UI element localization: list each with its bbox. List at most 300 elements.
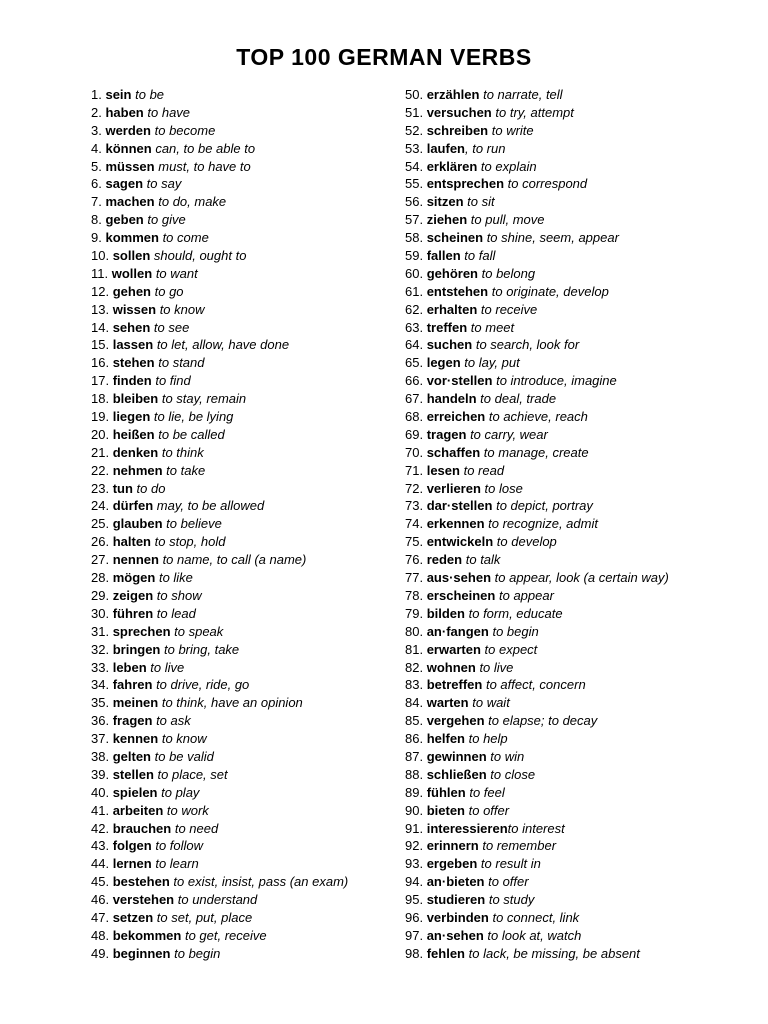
- english-translation: to manage, create: [483, 444, 589, 460]
- verb-entry: [405, 659, 669, 677]
- english-translation: to ask: [156, 713, 191, 729]
- verb-entry: [91, 605, 348, 623]
- german-verb: vor·stellen: [426, 373, 493, 389]
- german-verb: können: [105, 140, 152, 156]
- english-translation: to correspond: [507, 176, 588, 192]
- english-translation: to stand: [158, 355, 205, 371]
- verb-entry: [405, 140, 669, 158]
- english-translation: to go: [154, 283, 184, 299]
- verb-entry: [91, 193, 348, 211]
- english-translation: to learn: [155, 856, 199, 872]
- german-verb: wohnen: [426, 659, 476, 675]
- english-translation: to receive: [480, 301, 538, 317]
- german-verb: an·bieten: [426, 874, 485, 890]
- german-verb: nennen: [112, 552, 159, 568]
- english-translation: to lead: [156, 605, 196, 621]
- german-verb: bringen: [112, 641, 161, 657]
- verb-entry: [405, 820, 669, 838]
- german-verb: gelten: [112, 748, 151, 764]
- verb-entry: [91, 766, 348, 784]
- english-translation: should, ought to: [153, 248, 247, 264]
- verb-number: 23.: [91, 480, 110, 496]
- verb-entry: [91, 694, 348, 712]
- verb-entry: [91, 247, 348, 265]
- german-verb: versuchen: [426, 104, 492, 120]
- verb-entry: [405, 265, 669, 283]
- german-verb: sagen: [105, 176, 144, 192]
- verb-number: 2.: [91, 104, 102, 120]
- verb-number: 81.: [405, 641, 424, 657]
- german-verb: entwickeln: [426, 534, 494, 550]
- german-verb: bilden: [426, 605, 465, 621]
- english-translation: to lose: [484, 480, 523, 496]
- verb-entry: [91, 211, 348, 229]
- german-verb: heißen: [112, 426, 155, 442]
- verb-number: 48.: [91, 927, 110, 943]
- german-verb: stellen: [112, 766, 154, 782]
- verb-number: 75.: [405, 534, 424, 550]
- german-verb: denken: [112, 444, 159, 460]
- english-translation: to fall: [464, 248, 496, 264]
- english-translation: to wait: [472, 695, 510, 711]
- verb-number: 71.: [405, 462, 424, 478]
- german-verb: setzen: [112, 909, 154, 925]
- verb-number: 10.: [91, 248, 110, 264]
- german-verb: machen: [105, 194, 155, 210]
- verb-number: 47.: [91, 909, 110, 925]
- verb-entry: [405, 193, 669, 211]
- english-translation: to offer: [488, 874, 529, 890]
- verb-entry: [405, 855, 669, 873]
- english-translation: to appear: [498, 587, 554, 603]
- english-translation: to help: [468, 731, 508, 747]
- verb-number: 14.: [91, 319, 110, 335]
- english-translation: to exist, insist, pass (an exam): [173, 874, 349, 890]
- english-translation: to talk: [465, 552, 501, 568]
- verb-number: 4.: [91, 140, 102, 156]
- verb-entry: [91, 86, 348, 104]
- verb-number: 1.: [91, 87, 102, 102]
- german-verb: entsprechen: [426, 176, 505, 192]
- verb-number: 36.: [91, 713, 110, 729]
- verb-number: 80.: [405, 623, 424, 639]
- german-verb: glauben: [112, 516, 163, 532]
- english-translation: to know: [161, 731, 207, 747]
- english-translation: to search, look for: [475, 337, 580, 353]
- verb-number: 30.: [91, 605, 110, 621]
- english-translation: to believe: [166, 516, 222, 532]
- english-translation: to begin: [492, 623, 539, 639]
- verb-entry: [405, 730, 669, 748]
- verb-entry: [91, 283, 348, 301]
- verb-number: 15.: [91, 337, 110, 353]
- german-verb: erkennen: [426, 516, 485, 532]
- verb-number: 68.: [405, 409, 424, 425]
- verb-entry: [405, 444, 669, 462]
- verb-number: 3.: [91, 122, 102, 138]
- verb-entry: [405, 802, 669, 820]
- verb-number: 58.: [405, 230, 424, 246]
- german-verb: erhalten: [426, 301, 478, 317]
- english-translation: to come: [162, 230, 209, 246]
- german-verb: an·fangen: [426, 623, 489, 639]
- english-translation: must, to have to: [158, 158, 251, 174]
- verb-entry: [91, 587, 348, 605]
- german-verb: aus·sehen: [426, 570, 492, 586]
- german-verb: suchen: [426, 337, 473, 353]
- verb-number: 31.: [91, 623, 110, 639]
- english-translation: to see: [153, 319, 190, 335]
- english-translation: to begin: [174, 945, 221, 961]
- english-translation: to place, set: [157, 766, 228, 782]
- verb-number: 69.: [405, 426, 424, 442]
- verb-entry: [405, 891, 669, 909]
- english-translation: to show: [156, 587, 202, 603]
- verb-number: 86.: [405, 731, 424, 747]
- verb-number: 77.: [405, 570, 424, 586]
- verb-entry: [405, 533, 669, 551]
- verb-entry: [405, 712, 669, 730]
- english-translation: to originate, develop: [491, 283, 609, 299]
- german-verb: vergehen: [426, 713, 485, 729]
- german-verb: gewinnen: [426, 748, 487, 764]
- verb-number: 25.: [91, 516, 110, 532]
- verb-number: 57.: [405, 212, 424, 228]
- german-verb: sein: [105, 87, 132, 102]
- german-verb: lassen: [112, 337, 154, 353]
- german-verb: tragen: [426, 426, 467, 442]
- german-verb: geben: [105, 212, 144, 228]
- german-verb: kennen: [112, 731, 159, 747]
- verb-number: 28.: [91, 570, 110, 586]
- english-translation: may, to be allowed: [156, 498, 265, 514]
- german-verb: an·sehen: [426, 927, 484, 943]
- verb-list-right: [405, 86, 669, 963]
- verb-entry: [91, 891, 348, 909]
- verb-entry: [405, 569, 669, 587]
- verb-entry: [405, 480, 669, 498]
- verb-entry: [91, 837, 348, 855]
- verb-entry: [91, 462, 348, 480]
- german-verb: brauchen: [112, 820, 172, 836]
- german-verb: sprechen: [112, 623, 171, 639]
- verb-entry: [405, 408, 669, 426]
- german-verb: fallen: [426, 248, 461, 264]
- english-translation: to carry, wear: [470, 426, 548, 442]
- verb-number: 34.: [91, 677, 110, 693]
- verb-number: 43.: [91, 838, 110, 854]
- english-translation: to affect, concern: [485, 677, 586, 693]
- verb-entry: [405, 497, 669, 515]
- verb-entry: [91, 909, 348, 927]
- german-verb: verbinden: [426, 909, 489, 925]
- verb-number: 52.: [405, 122, 424, 138]
- german-verb: meinen: [112, 695, 159, 711]
- verb-number: 37.: [91, 731, 110, 747]
- german-verb: fühlen: [426, 784, 466, 800]
- english-translation: , to run: [465, 140, 506, 156]
- verb-number: 17.: [91, 373, 110, 389]
- verb-number: 59.: [405, 248, 424, 264]
- english-translation: to like: [158, 570, 193, 586]
- verb-number: 98.: [405, 945, 424, 961]
- verb-entry: [91, 229, 348, 247]
- german-verb: dürfen: [112, 498, 154, 514]
- verb-number: 91.: [405, 820, 424, 836]
- verb-number: 18.: [91, 391, 110, 407]
- german-verb: betreffen: [426, 677, 483, 693]
- german-verb: helfen: [426, 731, 465, 747]
- verb-entry: [405, 247, 669, 265]
- verb-number: 60.: [405, 265, 424, 281]
- german-verb: schließen: [426, 766, 487, 782]
- verb-entry: [91, 158, 348, 176]
- verb-number: 55.: [405, 176, 424, 192]
- german-verb: lesen: [426, 462, 460, 478]
- verb-number: 39.: [91, 766, 110, 782]
- english-translation: to form, educate: [468, 605, 563, 621]
- verb-number: 8.: [91, 212, 102, 228]
- english-translation: to set, put, place: [156, 909, 253, 925]
- english-translation: to deal, trade: [480, 391, 557, 407]
- english-translation: to be: [135, 87, 165, 102]
- verb-number: 74.: [405, 516, 424, 532]
- verb-entry: [91, 426, 348, 444]
- english-translation: to stop, hold: [154, 534, 226, 550]
- german-verb: haben: [105, 104, 144, 120]
- english-translation: to feel: [469, 784, 505, 800]
- verb-number: 56.: [405, 194, 424, 210]
- verb-number: 46.: [91, 892, 110, 908]
- english-translation: to study: [488, 892, 535, 908]
- english-translation: to lay, put: [464, 355, 520, 371]
- verb-entry: [405, 462, 669, 480]
- verb-entry: [405, 605, 669, 623]
- english-translation: to pull, move: [470, 212, 545, 228]
- english-translation: to shine, seem, appear: [486, 230, 619, 246]
- verb-number: 20.: [91, 426, 110, 442]
- german-verb: gehören: [426, 265, 478, 281]
- verb-number: 87.: [405, 748, 424, 764]
- verb-number: 26.: [91, 534, 110, 550]
- english-translation: to be valid: [154, 748, 214, 764]
- verb-number: 6.: [91, 176, 102, 192]
- verb-number: 51.: [405, 104, 424, 120]
- english-translation: to depict, portray: [496, 498, 593, 514]
- verb-entry: [405, 784, 669, 802]
- verb-number: 70.: [405, 444, 424, 460]
- german-verb: beginnen: [112, 945, 171, 961]
- verb-entry: [405, 515, 669, 533]
- german-verb: ziehen: [426, 212, 468, 228]
- german-verb: mögen: [112, 570, 156, 586]
- verb-number: 67.: [405, 391, 424, 407]
- german-verb: lernen: [112, 856, 152, 872]
- verb-entry: [91, 515, 348, 533]
- verb-number: 90.: [405, 802, 424, 818]
- german-verb: spielen: [112, 784, 158, 800]
- english-translation: to belong: [481, 265, 536, 281]
- german-verb: erzählen: [426, 87, 480, 102]
- verb-number: 76.: [405, 552, 424, 568]
- verb-entry: [405, 766, 669, 784]
- verb-number: 24.: [91, 498, 110, 514]
- verb-number: 33.: [91, 659, 110, 675]
- german-verb: studieren: [426, 892, 486, 908]
- verb-number: 73.: [405, 498, 424, 514]
- german-verb: finden: [112, 373, 152, 389]
- verb-entry: [91, 748, 348, 766]
- verb-number: 12.: [91, 283, 110, 299]
- english-translation: to live: [479, 659, 514, 675]
- german-verb: leben: [112, 659, 147, 675]
- german-verb: bestehen: [112, 874, 170, 890]
- verb-entry: [405, 641, 669, 659]
- verb-entry: [405, 426, 669, 444]
- verb-number: 89.: [405, 784, 424, 800]
- english-translation: to introduce, imagine: [496, 373, 617, 389]
- english-translation: to result in: [480, 856, 541, 872]
- verb-entry: [91, 104, 348, 122]
- english-translation: to speak: [174, 623, 224, 639]
- german-verb: laufen: [426, 140, 465, 156]
- verb-entry: [91, 676, 348, 694]
- verb-number: 19.: [91, 409, 110, 425]
- german-verb: halten: [112, 534, 151, 550]
- english-translation: to think: [161, 444, 204, 460]
- verb-entry: [405, 122, 669, 140]
- verb-number: 13.: [91, 301, 110, 317]
- english-translation: to remember: [482, 838, 557, 854]
- verb-entry: [91, 927, 348, 945]
- english-translation: to look at, watch: [487, 927, 582, 943]
- verb-number: 92.: [405, 838, 424, 854]
- verb-entry: [405, 748, 669, 766]
- verb-entry: [91, 265, 348, 283]
- verb-entry: [405, 390, 669, 408]
- english-translation: to say: [146, 176, 182, 192]
- german-verb: erinnern: [426, 838, 479, 854]
- verb-entry: [91, 569, 348, 587]
- english-translation: to write: [491, 122, 534, 138]
- german-verb: ergeben: [426, 856, 478, 872]
- verb-number: 21.: [91, 444, 110, 460]
- verb-number: 16.: [91, 355, 110, 371]
- verb-number: 9.: [91, 230, 102, 246]
- german-verb: bieten: [426, 802, 465, 818]
- german-verb: fehlen: [426, 945, 465, 961]
- verb-number: 53.: [405, 140, 424, 156]
- english-translation: to work: [166, 802, 209, 818]
- verb-entry: [91, 712, 348, 730]
- verb-number: 7.: [91, 194, 102, 210]
- verb-entry: [405, 104, 669, 122]
- verb-entry: [91, 730, 348, 748]
- verb-number: 44.: [91, 856, 110, 872]
- verb-number: 22.: [91, 462, 110, 478]
- verb-entry: [91, 122, 348, 140]
- english-translation: to think, have an opinion: [161, 695, 303, 711]
- german-verb: verstehen: [112, 892, 175, 908]
- german-verb: interessieren: [426, 820, 508, 836]
- verb-entry: [405, 837, 669, 855]
- english-translation: to name, to call (a name): [162, 552, 307, 568]
- verb-entry: [91, 784, 348, 802]
- verb-entry: [91, 140, 348, 158]
- english-translation: to bring, take: [164, 641, 240, 657]
- english-translation: to get, receive: [184, 927, 267, 943]
- english-translation: to live: [150, 659, 185, 675]
- verb-number: 42.: [91, 820, 110, 836]
- verb-entry: [405, 945, 669, 963]
- verb-entry: [91, 659, 348, 677]
- verb-entry: [91, 497, 348, 515]
- german-verb: verlieren: [426, 480, 481, 496]
- english-translation: to drive, ride, go: [156, 677, 250, 693]
- english-translation: to be called: [158, 426, 225, 442]
- german-verb: kommen: [105, 230, 159, 246]
- english-translation: to need: [174, 820, 219, 836]
- german-verb: legen: [426, 355, 461, 371]
- verb-entry: [405, 336, 669, 354]
- verb-entry: [405, 927, 669, 945]
- verb-entry: [405, 319, 669, 337]
- english-translation: to stay, remain: [161, 391, 247, 407]
- page-title: TOP 100 GERMAN VERBS: [236, 44, 532, 70]
- verb-number: 40.: [91, 784, 110, 800]
- german-verb: zeigen: [112, 587, 154, 603]
- verb-number: 62.: [405, 301, 424, 317]
- verb-entry: [91, 873, 348, 891]
- verb-entry: [405, 676, 669, 694]
- german-verb: fragen: [112, 713, 153, 729]
- english-translation: to sit: [467, 194, 495, 210]
- english-translation: to become: [154, 122, 216, 138]
- english-translation: to do: [136, 480, 166, 496]
- english-translation: to explain: [480, 158, 537, 174]
- german-verb: wissen: [112, 301, 157, 317]
- german-verb: erklären: [426, 158, 478, 174]
- verb-number: 38.: [91, 748, 110, 764]
- verb-entry: [405, 587, 669, 605]
- verb-number: 27.: [91, 552, 110, 568]
- verb-entry: [405, 301, 669, 319]
- verb-entry: [405, 372, 669, 390]
- verb-number: 78.: [405, 587, 424, 603]
- verb-number: 35.: [91, 695, 110, 711]
- verb-number: 61.: [405, 283, 424, 299]
- verb-entry: [91, 820, 348, 838]
- german-verb: gehen: [112, 283, 151, 299]
- verb-entry: [91, 372, 348, 390]
- verb-entry: [91, 551, 348, 569]
- english-translation: to lack, be missing, be absent: [468, 945, 640, 961]
- german-verb: erreichen: [426, 409, 486, 425]
- german-verb: sehen: [112, 319, 151, 335]
- german-verb: tun: [112, 480, 133, 496]
- verb-list-left: [91, 86, 348, 963]
- verb-entry: [91, 533, 348, 551]
- verb-entry: [405, 211, 669, 229]
- english-translation: to let, allow, have done: [156, 337, 290, 353]
- german-verb: reden: [426, 552, 463, 568]
- english-translation: to have: [147, 104, 191, 120]
- verb-entry: [91, 641, 348, 659]
- verb-number: 88.: [405, 766, 424, 782]
- english-translation: to take: [166, 462, 206, 478]
- english-translation: to expect: [484, 641, 538, 657]
- verb-number: 5.: [91, 158, 102, 174]
